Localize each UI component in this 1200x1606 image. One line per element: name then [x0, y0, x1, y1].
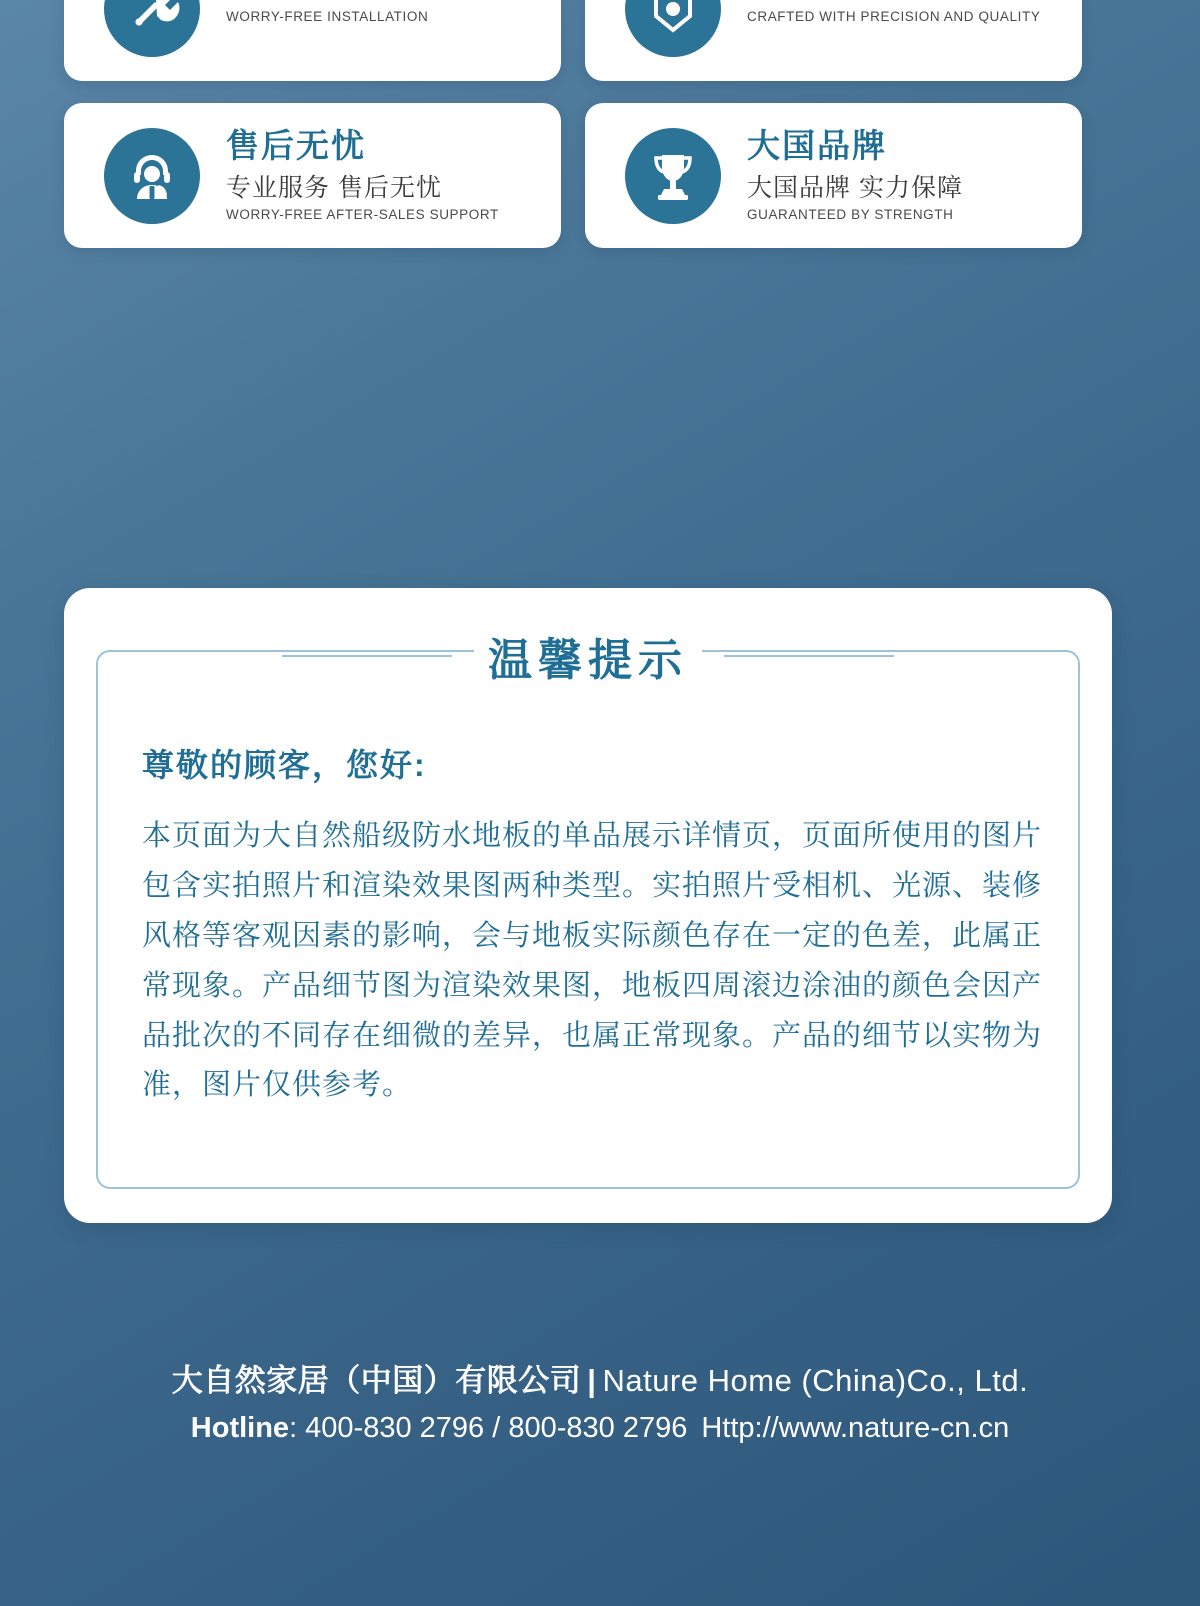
footer-company-line: [0, 1355, 1200, 1400]
feature-card-english: CRAFTED WITH PRECISION AND QUALITY: [747, 8, 1041, 24]
notice-panel: [64, 588, 1112, 1223]
feature-card-installation: [64, 0, 561, 81]
title-rule-right: [724, 655, 894, 657]
footer-company-cn: 大自然家居（中国）有限公司: [171, 1363, 582, 1398]
feature-card-english: WORRY-FREE INSTALLATION: [226, 8, 429, 24]
footer-hotline-value: : 400-830 2796 / 800-830 2796: [289, 1412, 688, 1444]
craft-icon: [625, 0, 721, 57]
footer: [0, 1355, 1200, 1445]
footer-website[interactable]: Http://www.nature-cn.cn: [701, 1412, 1010, 1444]
feature-card-text: [226, 0, 428, 24]
feature-card-english: GUARANTEED BY STRENGTH: [747, 207, 954, 223]
feature-card-brand: [585, 103, 1082, 248]
feature-card-title: 大国品牌: [747, 126, 887, 164]
feature-card-grid: [64, 0, 1112, 248]
headset-support-icon: [104, 128, 200, 224]
notice-greeting: 尊敬的顾客，您好:: [142, 747, 427, 783]
footer-separator: |: [587, 1363, 597, 1398]
feature-card-subtitle: 专业服务 售后无忧: [226, 173, 442, 202]
feature-card-text: [747, 128, 963, 224]
feature-card-english: WORRY-FREE AFTER-SALES SUPPORT: [226, 207, 499, 223]
notice-body: [142, 740, 1042, 1111]
feature-card-after-sales: [64, 103, 561, 248]
trophy-icon: [625, 128, 721, 224]
notice-paragraph: 本页面为大自然船级防水地板的单品展示详情页，页面所使用的图片包含实拍照片和渲染效果图两种类型。实拍照片受相机、光源、装修风格等客观因素的影响，会与地板实际颜色存在一定的色差，此属正常现象。产品细节图为渲染效果图，地板四周滚边涂油的颜色会因产品批次的不同存在细微的差异，也属正常现象。产品的细节以实物为准，图片仅供参考。: [142, 820, 1043, 1102]
installation-icon: [104, 0, 200, 57]
feature-card-craft: [585, 0, 1082, 81]
footer-hotline-label: Hotline: [190, 1412, 290, 1444]
feature-card-text: [226, 128, 499, 224]
feature-card-subtitle: 大国品牌 实力保障: [747, 173, 963, 202]
footer-company-en: Nature Home (China)Co., Ltd.: [602, 1363, 1029, 1398]
feature-card-text: [747, 0, 1040, 24]
notice-title-row: [64, 624, 1112, 688]
title-rule-left: [282, 655, 452, 657]
notice-title: 温馨提示: [474, 624, 702, 688]
feature-card-title: 售后无忧: [226, 126, 366, 164]
footer-contact-line: [0, 1412, 1200, 1445]
